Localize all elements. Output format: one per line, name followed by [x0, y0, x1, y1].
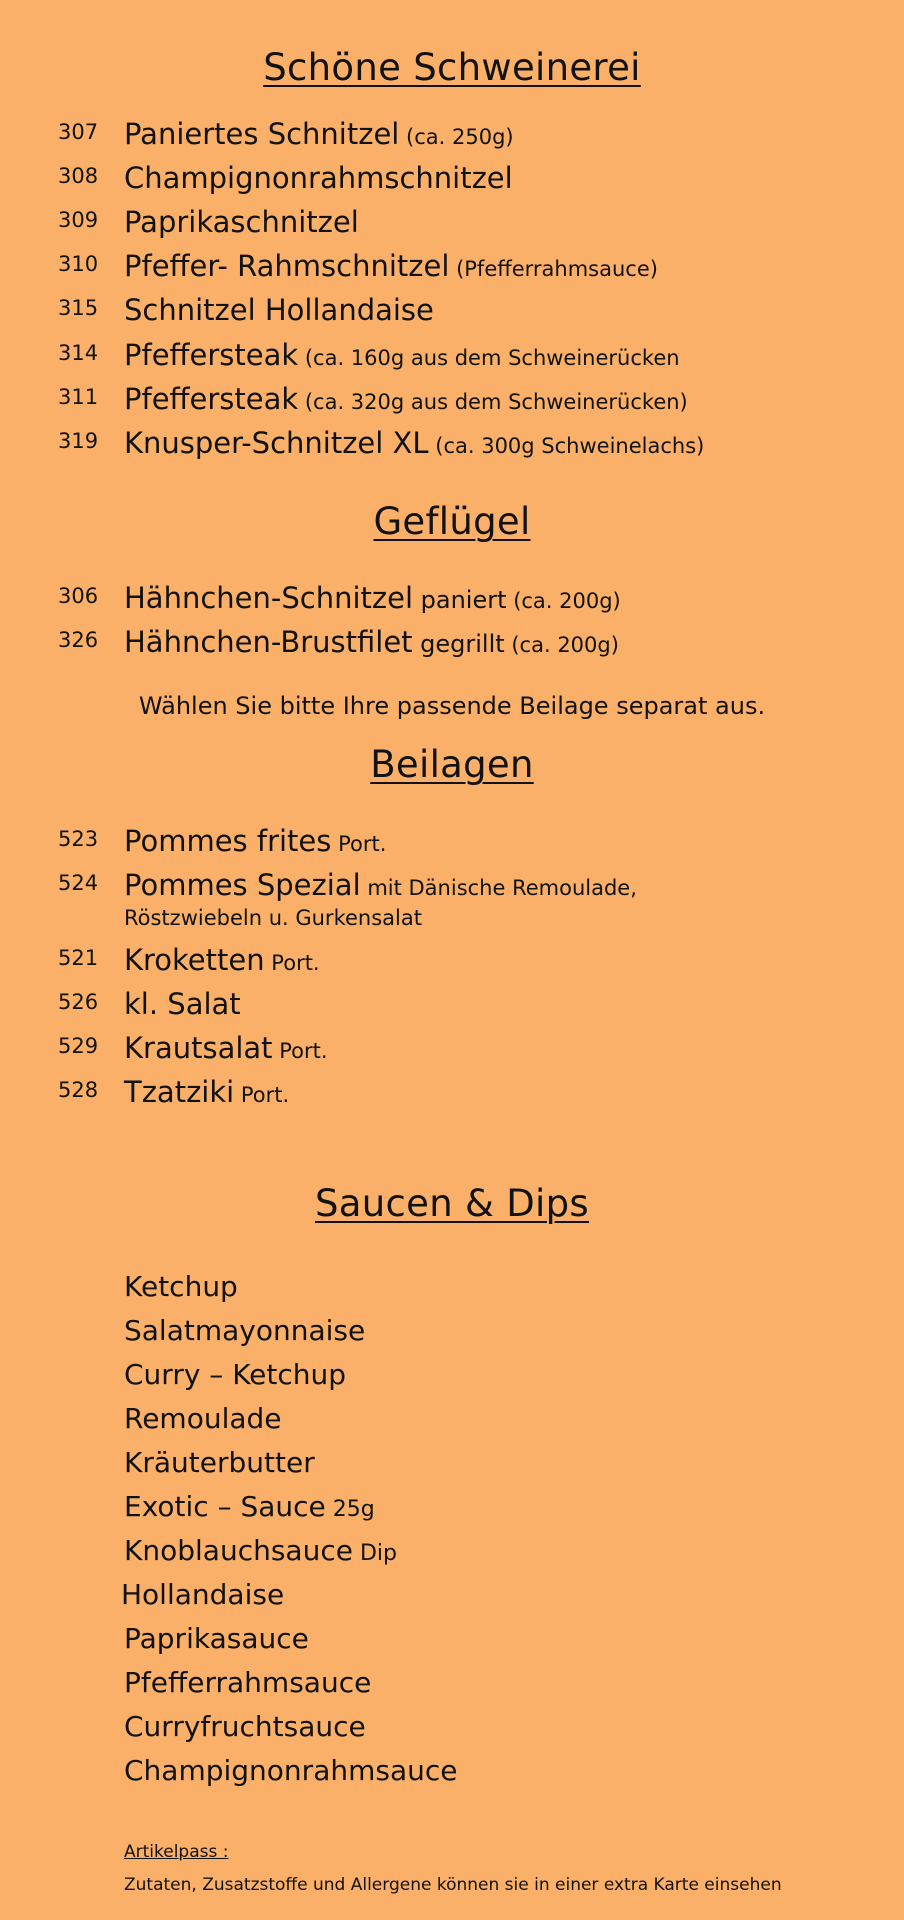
sauce-item: Pfefferrahmsauce — [124, 1666, 372, 1699]
item-name: Pfeffer- Rahmschnitzel (Pfefferrahmsauce) — [124, 249, 658, 283]
sauce-item: Curry – Ketchup — [124, 1358, 347, 1391]
item-preparation: gegrillt — [412, 630, 505, 658]
item-number: 308 — [58, 164, 99, 188]
item-number: 309 — [58, 208, 99, 232]
section-title-saucen: Saucen & Dips — [315, 1182, 589, 1225]
item-name: Pommes Spezial mit Dänische Remoulade, — [124, 868, 637, 902]
sauce-item: Paprikasauce — [124, 1622, 309, 1655]
item-note: (Pfefferrahmsauce) — [449, 257, 658, 281]
item-number: 524 — [58, 871, 99, 895]
item-note-continuation: Röstzwiebeln u. Gurkensalat — [124, 906, 422, 930]
item-number: 315 — [58, 296, 99, 320]
item-number: 310 — [58, 252, 99, 276]
side-dish-notice: Wählen Sie bitte Ihre passende Beilage separat aus. — [138, 692, 766, 720]
item-note: mit Dänische Remoulade, — [360, 876, 637, 900]
section-title-schweinerei: Schöne Schweinerei — [263, 46, 641, 89]
item-note: (ca. 250g) — [399, 125, 514, 149]
item-note: Port. — [272, 1039, 328, 1063]
item-name: Pfeffersteak (ca. 320g aus dem Schweinerücken) — [124, 382, 688, 416]
item-number: 523 — [58, 827, 99, 851]
item-note: (ca. 320g aus dem Schweinerücken) — [298, 390, 688, 414]
item-name: Schnitzel Hollandaise — [124, 293, 434, 327]
item-name: Kroketten Port. — [124, 943, 320, 977]
item-name: kl. Salat — [124, 987, 241, 1021]
item-number: 311 — [58, 385, 99, 409]
item-number: 529 — [58, 1034, 99, 1058]
item-name: Pommes frites Port. — [124, 824, 387, 858]
sauce-item: Hollandaise — [121, 1578, 285, 1611]
item-name: Paniertes Schnitzel (ca. 250g) — [124, 117, 514, 151]
item-number: 521 — [58, 946, 99, 970]
item-name: Pfeffersteak (ca. 160g aus dem Schweinerücken — [124, 338, 680, 372]
item-name: Tzatziki Port. — [124, 1075, 290, 1109]
item-number: 326 — [58, 628, 99, 652]
item-note: (ca. 300g Schweinelachs) — [428, 434, 705, 458]
item-number: 307 — [58, 120, 99, 144]
item-number: 528 — [58, 1078, 99, 1102]
item-number: 319 — [58, 429, 99, 453]
item-note: (ca. 200g) — [506, 589, 621, 613]
item-note: Port. — [264, 951, 320, 975]
item-name: Paprikaschnitzel — [124, 205, 359, 239]
sauce-item: Curryfruchtsauce — [124, 1710, 366, 1743]
sauce-item: Kräuterbutter — [124, 1446, 315, 1479]
item-number: 306 — [58, 584, 99, 608]
item-number: 314 — [58, 341, 99, 365]
item-note: (ca. 200g) — [504, 633, 619, 657]
item-name: Champignonrahmschnitzel — [124, 161, 513, 195]
sauce-item: Knoblauchsauce Dip — [124, 1534, 397, 1567]
item-name: Hähnchen-Brustfilet gegrillt (ca. 200g) — [124, 625, 619, 659]
item-name: Hähnchen-Schnitzel paniert (ca. 200g) — [124, 581, 621, 615]
item-note: Port. — [234, 1083, 290, 1107]
sauce-item: Champignonrahmsauce — [124, 1754, 458, 1787]
item-name: Knusper-Schnitzel XL (ca. 300g Schweinelachs) — [124, 426, 705, 460]
sauce-item: Exotic – Sauce 25g — [124, 1490, 375, 1523]
sauce-item: Ketchup — [124, 1270, 238, 1303]
footer-text: Zutaten, Zusatzstoffe und Allergene können sie in einer extra Karte einsehen — [124, 1875, 782, 1895]
item-number: 526 — [58, 990, 99, 1014]
footer-label: Artikelpass : — [124, 1842, 229, 1862]
item-name: Krautsalat Port. — [124, 1031, 328, 1065]
section-title-gefluegel: Geflügel — [373, 500, 531, 543]
item-note: (ca. 160g aus dem Schweinerücken — [298, 346, 680, 370]
sauce-item: Salatmayonnaise — [124, 1314, 366, 1347]
sauce-item: Remoulade — [124, 1402, 282, 1435]
section-title-beilagen: Beilagen — [370, 743, 534, 786]
item-preparation: paniert — [413, 586, 507, 614]
item-note: Port. — [331, 832, 387, 856]
